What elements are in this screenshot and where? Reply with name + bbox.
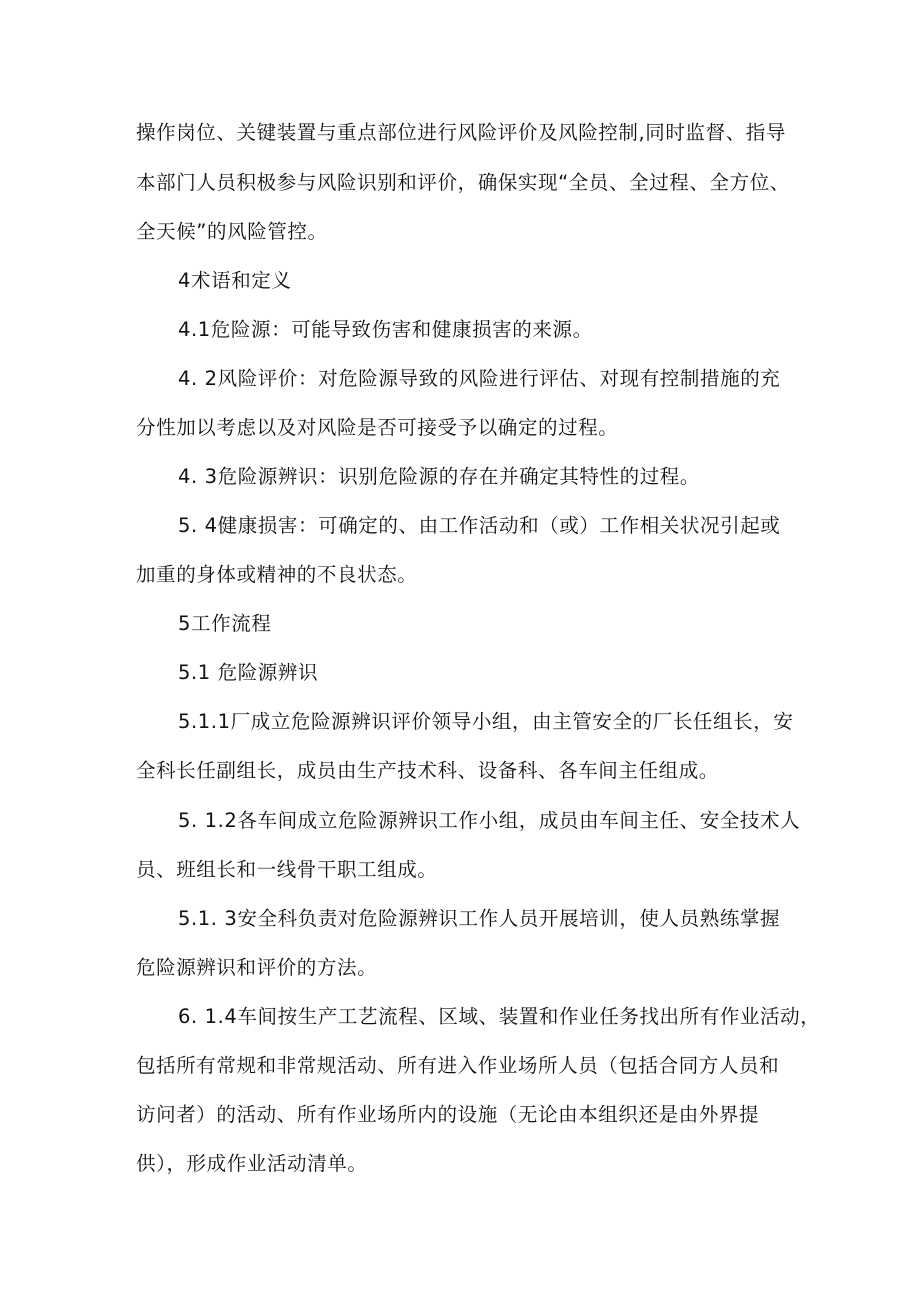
text-line-3: 全天候”的风险管控。 <box>136 220 328 243</box>
text-line-14: 全科长任副组长，成员由生产技术科、设备科、各车间主任组成。 <box>136 759 719 782</box>
section-heading-4: 4术语和定义 <box>178 269 292 292</box>
text-line-6: 4. 2风险评价：对危险源导致的风险进行评估、对现有控制措施的充 <box>178 367 781 390</box>
text-line-8: 4. 3危险源辨识：识别危险源的存在并确定其特性的过程。 <box>178 465 701 488</box>
text-line-2: 本部门人员积极参与风险识别和评价，确保实现“全员、全过程、全方位、 <box>136 171 790 194</box>
subsection-heading-5-1: 5.1 危险源辨识 <box>178 661 319 684</box>
text-line-9: 5. 4健康损害：可确定的、由工作活动和（或）工作相关状况引起或 <box>178 514 781 537</box>
section-heading-5: 5工作流程 <box>178 612 272 635</box>
text-line-20: 包括所有常规和非常规活动、所有进入作业场所人员（包括合同方人员和 <box>136 1054 780 1077</box>
text-line-21: 访问者）的活动、所有作业场所内的设施（无论由本组织还是由外界提 <box>136 1103 760 1126</box>
text-line-10: 加重的身体或精神的不良状态。 <box>136 563 418 586</box>
text-line-15: 5. 1.2各车间成立危险源辨识工作小组，成员由车间主任、安全技术人 <box>178 809 801 832</box>
text-line-7: 分性加以考虑以及对风险是否可接受予以确定的过程。 <box>136 416 619 439</box>
text-line-22: 供），形成作业活动清单。 <box>136 1152 368 1175</box>
text-line-18: 危险源辨识和评价的方法。 <box>136 956 378 979</box>
text-line-1: 操作岗位、关键装置与重点部位进行风险评价及风险控制,同时监督、指导 <box>136 121 786 144</box>
text-line-13: 5.1.1厂成立危险源辨识评价领导小组，由主管安全的厂长任组长，安 <box>178 710 794 733</box>
text-line-16: 员、班组长和一线骨干职工组成。 <box>136 858 438 881</box>
text-line-17: 5.1. 3安全科负责对危险源辨识工作人员开展培训，使人员熟练掌握 <box>178 907 781 930</box>
text-line-19: 6. 1.4车间按生产工艺流程、区域、装置和作业任务找出所有作业活动， <box>178 1005 821 1028</box>
text-line-5: 4.1危险源：可能导致伤害和健康损害的来源。 <box>178 318 593 341</box>
